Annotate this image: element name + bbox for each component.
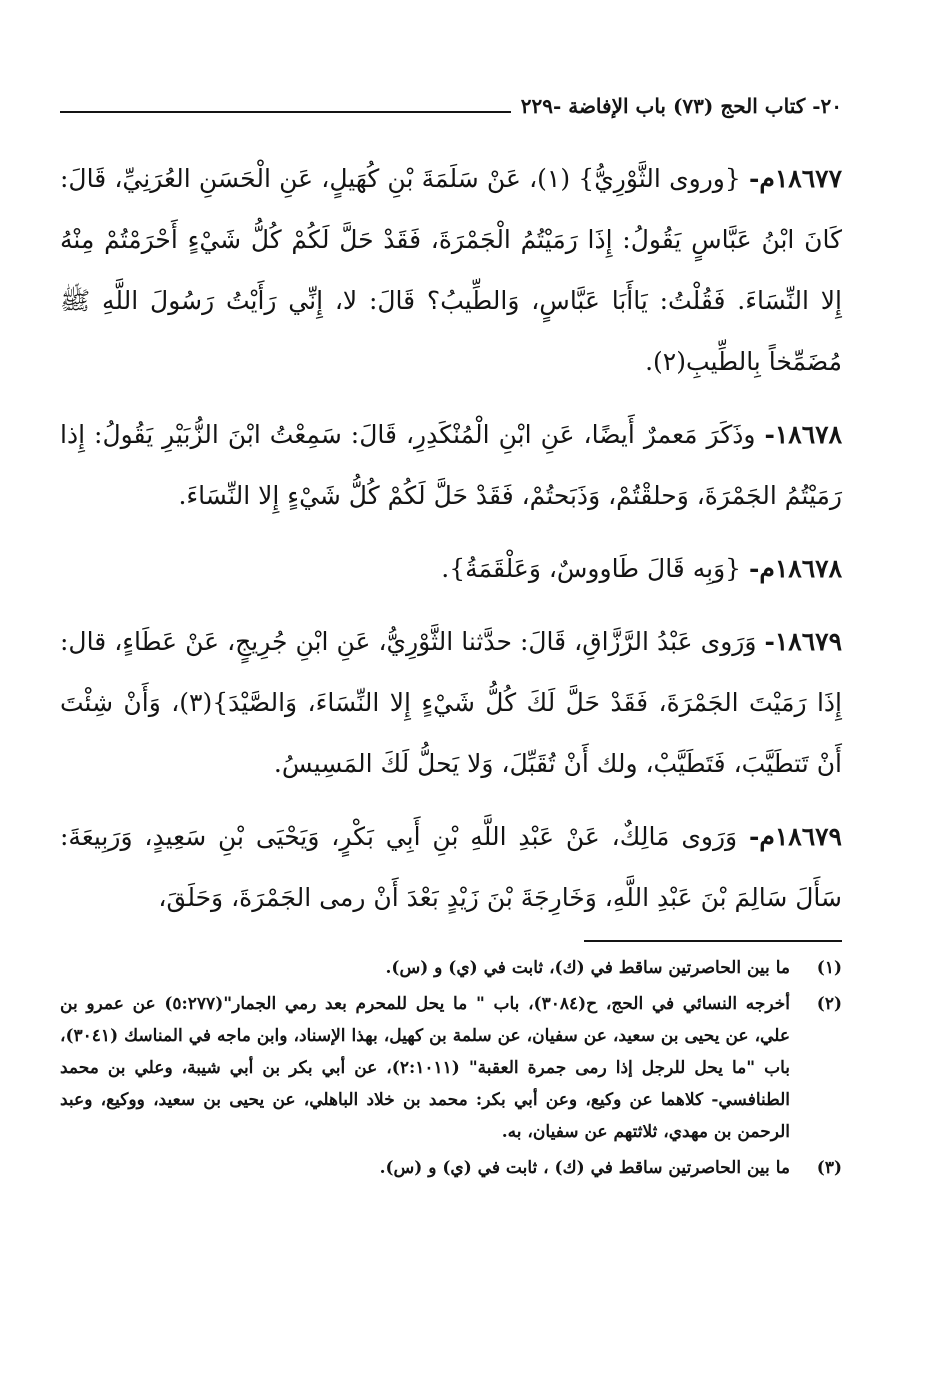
hadith-number: ١٨٦٧٧م- bbox=[749, 164, 842, 193]
book-page bbox=[60, 86, 842, 1188]
hadith-text: {وَبِه قَالَ طَاووسٌ، وَعَلْقَمَةُ}. bbox=[441, 554, 742, 583]
hadith-18679 bbox=[60, 611, 842, 794]
hadith-18679m bbox=[60, 806, 842, 928]
footnote-number: (٢) bbox=[816, 994, 842, 1014]
footnote-text: أخرجه النسائي في الحج، ح(٣٠٨٤)، باب " ما يحل للمحرم بعد رمي الجمار"(٥:٢٧٧) عن عمرو بن علي، عن يحيى بن سعيد، عن سفيان، عن سلمة بن كهيل، بهذا الإسناد، وابن ماجه في المناسك (٣٠٤١)، باب "ما يحل للرجل إذا رمى جمرة العقبة" (٢:١٠١١)، عن أبي بكر بن أبي شيبة، وعلي بن محمد الطنافسي- كلاهما عن وكيع، وعن أبي بكر: محمد بن خلاد الباهلي، عن يحيى بن سعيد، ووكيع، وعبد الرحمن بن مهدي، ثلاثتهم عن سفيان، به. bbox=[60, 994, 791, 1142]
footnotes bbox=[60, 952, 842, 1184]
hadith-number: ١٨٦٧٩م- bbox=[748, 822, 842, 851]
footnote-text: ما بين الحاصرتين ساقط في (ك)، ثابت في (ي) و (س). bbox=[385, 958, 790, 978]
hadith-text: وذَكَرَ مَعمرٌ أَيضًا، عَنِ ابْنِ الْمُنْكَدِرِ، قَالَ: سَمِعْتُ ابْنَ الزُّبَيْرِ يَقُولُ: إِذا رَمَيْتُمُ الجَمْرَةَ، وَحلقْتُمْ، وَذَبَحتُمْ، فَقَدْ حَلَّ لَكُمْ كُلُّ شَيْءٍ إِلا النِّسَاءَ. bbox=[60, 420, 842, 510]
footnote-2 bbox=[60, 988, 842, 1148]
header-rule bbox=[60, 111, 511, 113]
running-header bbox=[60, 86, 842, 126]
hadith-18678m bbox=[60, 538, 842, 599]
hadith-text: وَرَوى عَبْدُ الرَّزَّاقِ، قَالَ: حدَّثنا الثَّوْرِيُّ، عَنِ ابْنِ جُرِيجٍ، عَنْ عَطَاءٍ، قال: إِذَا رَمَيْتَ الجَمْرَةَ، فَقَدْ حَلَّ لَكَ كُلُّ شَيْءٍ إِلا النِّسَاءَ، وَالصَّيْدَ}(٣)، وَأَنْ شِئْتَ أَنْ تَتطَيَّبَ، فَتَطَيَّبْ، ولك أَنْ تُقَبِّلَ، وَلا يَحلُّ لَكَ المَسِيسُ. bbox=[60, 627, 843, 778]
running-title: ٢٠- كتاب الحج (٧٣) باب الإفاضة -٢٢٩ bbox=[520, 94, 842, 118]
footnote-1 bbox=[60, 952, 842, 984]
footnote-number: (١) bbox=[816, 958, 842, 978]
footnote-separator bbox=[584, 940, 842, 942]
hadith-18677m bbox=[60, 148, 842, 392]
footnote-text: ما بين الحاصرتين ساقط في (ك) ، ثابت في (ي) و (س). bbox=[379, 1158, 790, 1178]
footnote-3 bbox=[60, 1152, 842, 1184]
hadith-text: وَرَوى مَالِكٌ، عَنْ عَبْدِ اللَّهِ بْنِ أَبِي بَكْرٍ، وَيَحْيَى بْنِ سَعِيدٍ، وَرَبِيعَةَ: سَأَلَ سَالِمَ بْنَ عَبْدِ اللَّهِ، وَخَارِجَةَ بْنَ زَيْدٍ بَعْدَ أَنْ رمى الجَمْرَةَ، وَحَلَقَ، bbox=[60, 822, 842, 912]
hadith-number: ١٨٦٧٩- bbox=[764, 627, 842, 656]
hadith-number: ١٨٦٧٨م- bbox=[749, 554, 842, 583]
main-text bbox=[60, 148, 842, 928]
hadith-18678 bbox=[60, 404, 842, 526]
hadith-number: ١٨٦٧٨- bbox=[764, 420, 843, 449]
hadith-text: {وروى الثَّوْرِيُّ} (١)، عَنْ سَلَمَةَ بْنِ كُهَيلٍ، عَنِ الْحَسَنِ العُرَنِيِّ، قَالَ: كَانَ ابْنُ عَبَّاسٍ يَقُولُ: إِذَا رَمَيْتُمُ الْجَمْرَةَ، فَقَدْ حَلَّ لَكُمْ كُلُّ شَيْءٍ أَحْرَمْتُمْ مِنْهُ إِلا النِّسَاءَ. فَقُلْتُ: يَاأَبَا عَبَّاسٍ، وَالطِّيبُ؟ قَالَ: لا، إِنِّي رَأَيْتُ رَسُولَ اللَّهِ ﷺ مُضَمِّخاً بِالطِّيبِ(٢). bbox=[60, 164, 842, 376]
footnote-number: (٣) bbox=[816, 1158, 842, 1178]
